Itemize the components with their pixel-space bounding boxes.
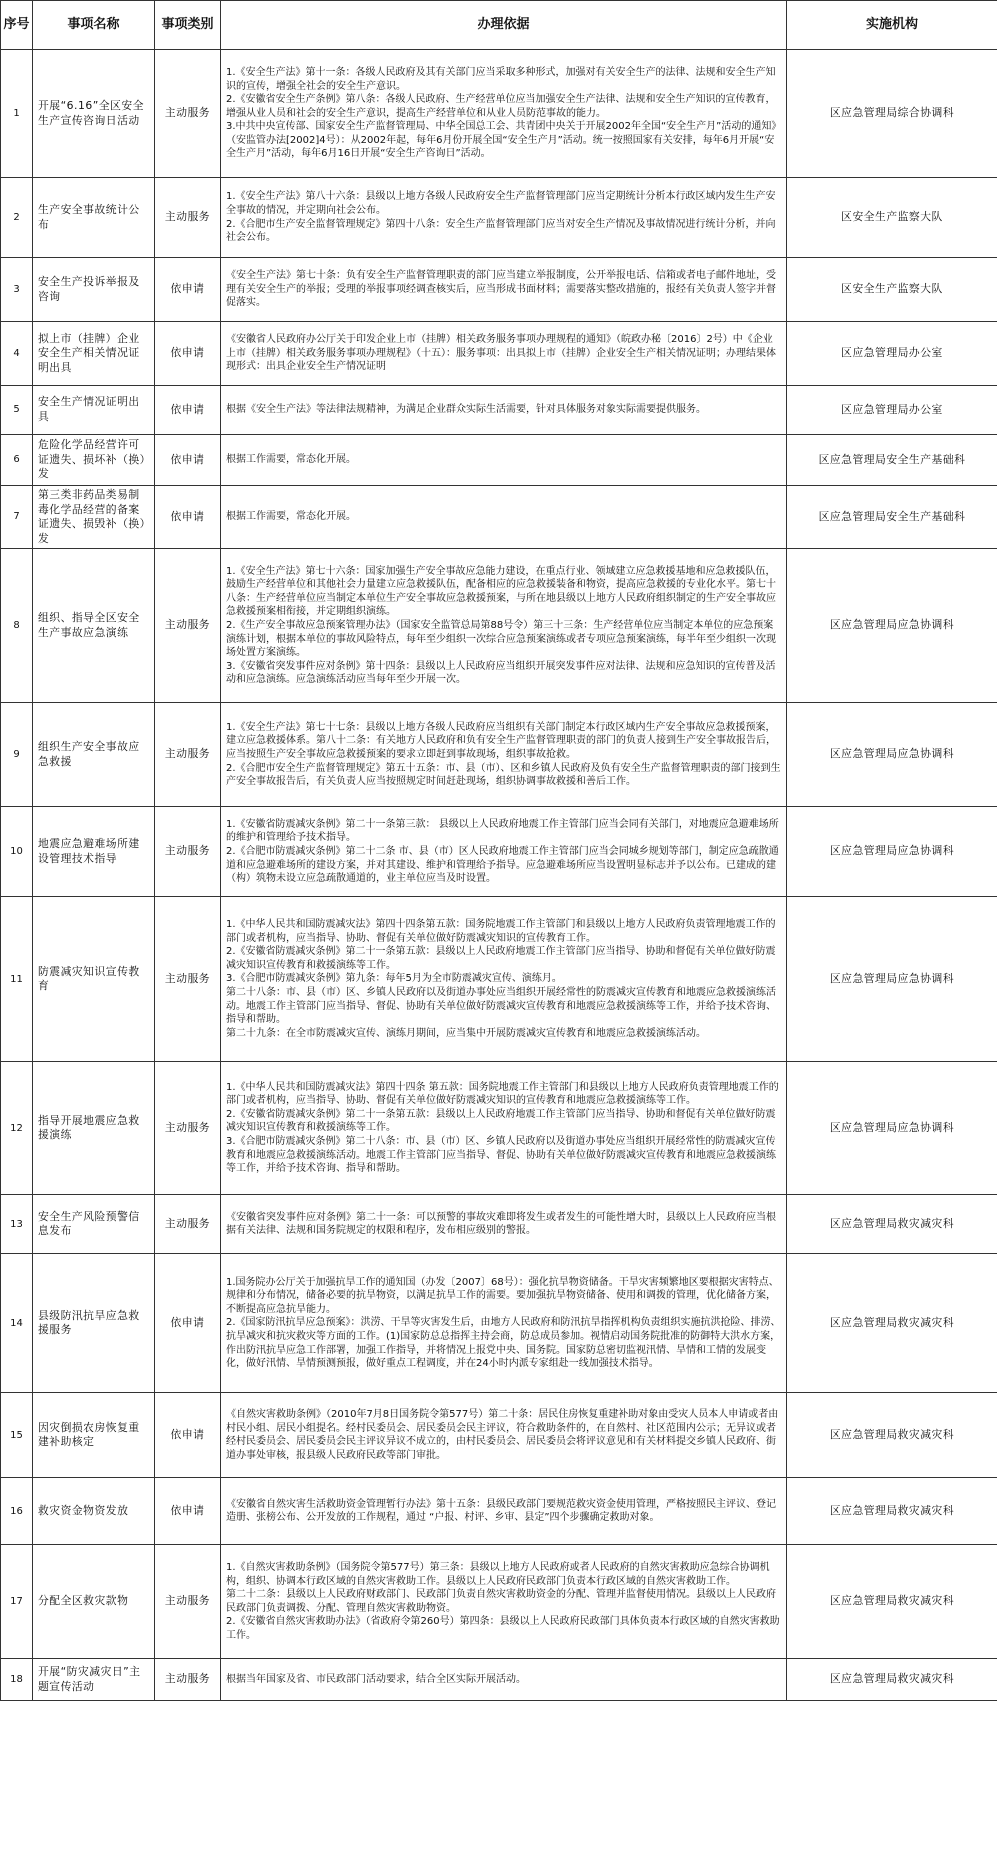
legal-basis — [221, 435, 787, 486]
legal-basis-paragraph: 2.《安徽省防震减灾条例》第二十一条第五款：县级以上人民政府地震工作主管部门应当指导、协助和督促有关单位做好防震减灾知识宣传教育和救援演练等工作。 — [226, 946, 776, 971]
table-row — [1, 703, 997, 807]
legal-basis — [221, 1062, 787, 1195]
item-name: 安全生产情况证明出具 — [33, 386, 155, 435]
header-name: 事项名称 — [33, 1, 155, 50]
legal-basis — [221, 50, 787, 178]
legal-basis-paragraph: 第二十二条：县级以上人民政府财政部门、民政部门负责自然灾害救助资金的分配、管理并监督使用情况。县级以上人民政府民政部门负责调拨、分配、管理自然灾害救助物资。 — [226, 1589, 776, 1614]
table-row — [1, 807, 997, 897]
table-row — [1, 549, 997, 703]
implementing-agency: 区应急管理局应急协调科 — [787, 807, 997, 897]
legal-basis-paragraph: 《安徽省人民政府办公厅关于印发企业上市（挂牌）相关政务服务事项办理规程的通知》（皖政办秘〔2016〕2号）中《企业上市（挂牌）相关政务服务事项办理规程》（十五）：服务事项：出具拟上市（挂牌）企业安全生产相关情况证明；办理结果体现形式：出具企业安全生产情况证明 — [226, 334, 776, 373]
legal-basis-paragraph: 《安徽省突发事件应对条例》第二十一条：可以预警的事故灾难即将发生或者发生的可能性增大时，县级以上人民政府应当根据有关法律、法规和国务院规定的权限和程序，发布相应级别的警报。 — [226, 1211, 776, 1237]
item-type: 主动服务 — [155, 1062, 221, 1195]
item-type: 依申请 — [155, 435, 221, 486]
item-type: 依申请 — [155, 1478, 221, 1545]
implementing-agency: 区应急管理局救灾减灾科 — [787, 1545, 997, 1659]
table-row — [1, 1545, 997, 1659]
implementing-agency: 区安全生产监察大队 — [787, 258, 997, 322]
row-number: 3 — [1, 258, 33, 322]
legal-basis — [221, 703, 787, 807]
row-number: 4 — [1, 322, 33, 386]
legal-basis — [221, 1254, 787, 1393]
table-row — [1, 1062, 997, 1195]
legal-basis — [221, 322, 787, 386]
legal-basis — [221, 1545, 787, 1659]
legal-basis-paragraph: 3.《合肥市防震减灾条例》第九条：每年5月为全市防震减灾宣传、演练月。 — [226, 973, 562, 985]
item-type: 主动服务 — [155, 1659, 221, 1701]
legal-basis-paragraph: 根据《安全生产法》等法律法规精神，为满足企业群众实际生活需要，针对具体服务对象实际需要提供服务。 — [226, 404, 706, 416]
item-type: 依申请 — [155, 386, 221, 435]
table-row — [1, 50, 997, 178]
table-row — [1, 1478, 997, 1545]
item-name: 组织生产安全事故应急救援 — [33, 703, 155, 807]
legal-basis-paragraph: 根据工作需要，常态化开展。 — [226, 511, 356, 523]
item-type: 主动服务 — [155, 807, 221, 897]
implementing-agency: 区应急管理局救灾减灾科 — [787, 1478, 997, 1545]
item-name: 救灾资金物资发放 — [33, 1478, 155, 1545]
item-name: 第三类非药品类易制毒化学品经营的备案证遗失、损毁补（换）发 — [33, 486, 155, 549]
legal-basis — [221, 1659, 787, 1701]
legal-basis — [221, 897, 787, 1062]
legal-basis — [221, 1393, 787, 1478]
legal-basis-paragraph: 第二十八条：市、县（市）区、乡镇人民政府以及街道办事处应当组织开展经常性的防震减灾宣传教育和地震应急救援演练活动。地震工作主管部门应当指导、督促、协助有关单位做好防震减灾宣传教育和地震应急救援演练等工作，并给予技术咨询、指导和帮助。 — [226, 987, 776, 1026]
item-name: 地震应急避难场所建设管理技术指导 — [33, 807, 155, 897]
table-row — [1, 486, 997, 549]
implementing-agency: 区安全生产监察大队 — [787, 178, 997, 258]
item-name: 开展“防灾减灾日”主题宣传活动 — [33, 1659, 155, 1701]
row-number: 11 — [1, 897, 33, 1062]
implementing-agency: 区应急管理局救灾减灾科 — [787, 1254, 997, 1393]
row-number: 17 — [1, 1545, 33, 1659]
legal-basis-paragraph: 《自然灾害救助条例》（2010年7月8日国务院令第577号）第二十条：居民住房恢复重建补助对象由受灾人员本人申请或者由村民小组、居民小组提名。经村民委员会、居民委员会民主评议，符合救助条件的，在自然村、社区范围内公示；无异议或者经村民委员会、居民委员会民主评议异议不成立的，由村民委员会、居民委员会将评议意见和有关材料提交乡镇人民政府、街道办事处审核，报县级人民政府民政等部门审批。 — [226, 1409, 779, 1461]
implementing-agency: 区应急管理局办公室 — [787, 322, 997, 386]
item-type: 依申请 — [155, 486, 221, 549]
row-number: 1 — [1, 50, 33, 178]
item-name: 安全生产投诉举报及咨询 — [33, 258, 155, 322]
item-type: 主动服务 — [155, 50, 221, 178]
legal-basis — [221, 549, 787, 703]
implementing-agency: 区应急管理局应急协调科 — [787, 703, 997, 807]
legal-basis-paragraph: 2.《合肥市安全生产监督管理规定》第五十五条：市、县（市）、区和乡镇人民政府及负有安全生产监督管理职责的部门接到生产安全事故报告后，有关负责人应当按照规定时间赶赴现场，组织协调事故救援和善后工作。 — [226, 762, 781, 788]
row-number: 14 — [1, 1254, 33, 1393]
legal-basis-paragraph: 1.《安全生产法》第七十七条：县级以上地方各级人民政府应当组织有关部门制定本行政区域内生产安全事故应急救援预案，建立应急救援体系。第八十二条：有关地方人民政府和负有安全生产监督管理职责的部门的负责人接到生产安全事故报告后，应当按照生产安全事故应急救援预案的要求立即赶到事故现场，组织事故抢救。 — [226, 721, 776, 760]
table-header-row — [1, 1, 997, 50]
item-type: 主动服务 — [155, 1545, 221, 1659]
legal-basis-paragraph: 2.《安徽省自然灾害救助办法》（省政府令第260号）第四条：县级以上人民政府民政部门具体负责本行政区域的自然灾害救助工作。 — [226, 1616, 780, 1641]
item-type: 依申请 — [155, 1254, 221, 1393]
legal-basis-paragraph: 《安全生产法》第七十条：负有安全生产监督管理职责的部门应当建立举报制度，公开举报电话、信箱或者电子邮件地址，受理有关安全生产的举报；受理的举报事项经调查核实后，应当形成书面材料；需要落实整改措施的，报经有关负责人签字并督促落实。 — [226, 270, 776, 309]
table-row — [1, 1195, 997, 1254]
implementing-agency: 区应急管理局救灾减灾科 — [787, 1195, 997, 1254]
row-number: 2 — [1, 178, 33, 258]
legal-basis — [221, 178, 787, 258]
table-row — [1, 1254, 997, 1393]
table-body — [1, 50, 997, 1701]
legal-basis-paragraph: 2.《国家防汛抗旱应急预案》：洪涝、干旱等灾害发生后，由地方人民政府和防汛抗旱指挥机构负责组织实施抗洪抢险、排涝、抗旱减灾和抗灾救灾等方面的工作。(1)国家防总总指挥主持会商，防总成员参加。视情启动国务院批准的防御特大洪水方案，作出防汛抗旱应急工作部署，加强工作指导，并将情况上报党中央、国务院。国家防总密切监视汛情、旱情和工情的发展变化，做好汛情、旱情预测预报，做好重点工程调度，并在24小时内派专家组赴一线加强技术指导。 — [226, 1317, 781, 1370]
item-name: 分配全区救灾款物 — [33, 1545, 155, 1659]
implementing-agency: 区应急管理局安全生产基础科 — [787, 486, 997, 549]
legal-basis-paragraph: 2.《合肥市防震减灾条例》第二十二条 市、县（市）区人民政府地震工作主管部门应当会同城乡规划等部门，制定应急疏散通道和应急避难场所的建设方案，并对其建设、维护和管理给予指导。应急避难场所应当设置明显标志并予以公布。已建成的建（构）筑物未设立应急疏散通道的，业主单位应当及时设置。 — [226, 845, 779, 885]
header-basis: 办理依据 — [221, 1, 787, 50]
implementing-agency: 区应急管理局应急协调科 — [787, 1062, 997, 1195]
legal-basis-paragraph: 2.《安徽省安全生产条例》第八条：各级人民政府、生产经营单位应当加强安全生产法律、法规和安全生产知识的宣传教育，增强从业人员和社会的安全生产意识，提高生产经营单位和从业人员防范事故的能力。 — [226, 94, 776, 119]
item-type: 依申请 — [155, 258, 221, 322]
legal-basis-paragraph: 根据工作需要，常态化开展。 — [226, 454, 356, 466]
row-number: 7 — [1, 486, 33, 549]
legal-basis-paragraph: 3.《合肥市防震减灾条例》第二十八条：市、县（市）区、乡镇人民政府以及街道办事处应当组织开展经常性的防震减灾宣传教育和地震应急救援演练活动。地震工作主管部门应当指导、督促、协助有关单位做好防震减灾宣传教育和地震应急救援演练等工作，并给予技术咨询、指导和帮助。 — [226, 1136, 776, 1175]
legal-basis-paragraph: 1.《安徽省防震减灾条例》第二十一条第三款： 县级以上人民政府地震工作主管部门应当会同有关部门，对地震应急避难场所的维护和管理给予技术指导。 — [226, 818, 779, 844]
item-name: 县级防汛抗旱应急救援服务 — [33, 1254, 155, 1393]
item-type: 主动服务 — [155, 549, 221, 703]
legal-basis-paragraph: 3.中共中央宣传部、国家安全生产监督管理局、中华全国总工会、共青团中央关于开展2002年全国“安全生产月”活动的通知》（安监管办法[2002]4号）：从2002年起，每年6月份开展全国“安全生产月”活动。统一按照国家有关安排，每年6月开展“安全生产月”活动，每年6月16日开展“安全生产咨询日”活动。 — [226, 121, 777, 160]
item-name: 因灾倒损农房恢复重建补助核定 — [33, 1393, 155, 1478]
item-type: 主动服务 — [155, 1195, 221, 1254]
header-no: 序号 — [1, 1, 33, 50]
legal-basis-paragraph: 1.《安全生产法》第十一条：各级人民政府及其有关部门应当采取多种形式，加强对有关安全生产的法律、法规和安全生产知识的宣传，增强全社会的安全生产意识。 — [226, 66, 776, 92]
table-row — [1, 258, 997, 322]
legal-basis-paragraph: 2.《安徽省防震减灾条例》第二十一条第五款：县级以上人民政府地震工作主管部门应当指导、协助和督促有关单位做好防震减灾知识宣传教育和救援演练等工作。 — [226, 1108, 776, 1134]
item-type: 主动服务 — [155, 897, 221, 1062]
legal-basis-paragraph: 2.《合肥市生产安全监督管理规定》第四十八条：安全生产监督管理部门应当对安全生产情况及事故情况进行统计分析，并向社会公布。 — [226, 218, 776, 244]
header-type: 事项类别 — [155, 1, 221, 50]
legal-basis — [221, 1478, 787, 1545]
implementing-agency: 区应急管理局办公室 — [787, 386, 997, 435]
row-number: 6 — [1, 435, 33, 486]
table-row — [1, 435, 997, 486]
item-name: 生产安全事故统计公布 — [33, 178, 155, 258]
legal-basis-paragraph: 2.《生产安全事故应急预案管理办法》（国家安全监管总局第88号令）第三十三条：生产经营单位应当制定本单位的应急预案演练计划，根据本单位的事故风险特点，每年至少组织一次综合应急预案演练或者专项应急预案演练，每半年至少组织一次现场处置方案演练。 — [226, 619, 776, 659]
legal-basis-paragraph: 1.《自然灾害救助条例》（国务院令第577号）第三条：县级以上地方人民政府或者人民政府的自然灾害救助应急综合协调机构，组织、协调本行政区域的自然灾害救助工作。县级以上人民政府民政部门负责本行政区域的自然灾害救助工作。 — [226, 1561, 770, 1587]
row-number: 5 — [1, 386, 33, 435]
legal-basis-paragraph: 1.《安全生产法》第八十六条：县级以上地方各级人民政府安全生产监督管理部门应当定期统计分析本行政区域内发生生产安全事故的情况，并定期向社会公布。 — [226, 191, 776, 216]
row-number: 15 — [1, 1393, 33, 1478]
legal-basis-paragraph: 根据当年国家及省、市民政部门活动要求，结合全区实际开展活动。 — [226, 1673, 526, 1685]
legal-basis — [221, 486, 787, 549]
table-row — [1, 1659, 997, 1701]
implementing-agency: 区应急管理局安全生产基础科 — [787, 435, 997, 486]
item-name: 组织、指导全区安全生产事故应急演练 — [33, 549, 155, 703]
row-number: 10 — [1, 807, 33, 897]
item-name: 危险化学品经营许可证遗失、损坏补（换）发 — [33, 435, 155, 486]
table-row — [1, 322, 997, 386]
legal-basis-paragraph: 1.《中华人民共和国防震减灾法》第四十四条 第五款：国务院地震工作主管部门和县级以上地方人民政府负责管理地震工作的部门或者机构，应当指导、协助、督促有关单位做好防震减灾知识的宣传教育和地震应急救援演练等工作。 — [226, 1081, 779, 1107]
row-number: 12 — [1, 1062, 33, 1195]
item-name: 开展“6.16”全区安全生产宣传咨询日活动 — [33, 50, 155, 178]
row-number: 16 — [1, 1478, 33, 1545]
table-row — [1, 178, 997, 258]
item-name: 防震减灾知识宣传教育 — [33, 897, 155, 1062]
implementing-agency: 区应急管理局救灾减灾科 — [787, 1393, 997, 1478]
implementing-agency: 区应急管理局救灾减灾科 — [787, 1659, 997, 1701]
row-number: 8 — [1, 549, 33, 703]
implementing-agency: 区应急管理局应急协调科 — [787, 549, 997, 703]
table-row — [1, 1393, 997, 1478]
item-type: 依申请 — [155, 322, 221, 386]
legal-basis-paragraph: 1.《安全生产法》第七十六条：国家加强生产安全事故应急能力建设，在重点行业、领域建立应急救援基地和应急救援队伍，鼓励生产经营单位和其他社会力量建立应急救援队伍，配备相应的应急救援装备和物资，提高应急救援的专业化水平。第七十八条：生产经营单位应当制定本单位生产安全事故应急救援预案，与所在地县级以上地方人民政府组织制定的生产安全事故应急救援预案相衔接，并定期组织演练。 — [226, 565, 776, 618]
header-org: 实施机构 — [787, 1, 997, 50]
row-number: 9 — [1, 703, 33, 807]
legal-basis — [221, 258, 787, 322]
implementing-agency: 区应急管理局应急协调科 — [787, 897, 997, 1062]
row-number: 13 — [1, 1195, 33, 1254]
implementing-agency: 区应急管理局综合协调科 — [787, 50, 997, 178]
item-name: 安全生产风险预警信息发布 — [33, 1195, 155, 1254]
legal-basis-paragraph: 《安徽省自然灾害生活救助资金管理暂行办法》第十五条：县级民政部门要规范救灾资金使用管理，严格按照民主评议、登记造册、张榜公布、公开发放的工作规程，通过 “户报、村评、乡审、县定”四个步骤确定救助对象。 — [226, 1498, 776, 1524]
item-type: 主动服务 — [155, 703, 221, 807]
legal-basis-paragraph: 1.《中华人民共和国防震减灾法》第四十四条第五款：国务院地震工作主管部门和县级以上地方人民政府负责管理地震工作的部门或者机构，应当指导、协助、督促有关单位做好防震减灾知识的宣传教育工作。 — [226, 919, 776, 944]
item-name: 指导开展地震应急救援演练 — [33, 1062, 155, 1195]
row-number: 18 — [1, 1659, 33, 1701]
legal-basis-paragraph: 3.《安徽省突发事件应对条例》第十四条：县级以上人民政府应当组织开展突发事件应对法律、法规和应急知识的宣传普及活动和应急演练。应急演练活动应当每年至少开展一次。 — [226, 660, 776, 686]
item-type: 主动服务 — [155, 178, 221, 258]
legal-basis — [221, 386, 787, 435]
table-row — [1, 897, 997, 1062]
legal-basis-paragraph: 1.国务院办公厅关于加强抗旱工作的通知国（办发〔2007〕68号）：强化抗旱物资储备。干旱灾害频繁地区要根据灾害特点、规律和分布情况，储备必要的抗旱物资，以满足抗旱工作的需要。要加强抗旱物资储备、使用和调拨的管理，优化储备方案，不断提高应急抗旱能力。 — [226, 1276, 779, 1315]
item-type: 依申请 — [155, 1393, 221, 1478]
legal-basis-paragraph: 第二十九条：在全市防震减灾宣传、演练月期间，应当集中开展防震减灾宣传教育和地震应急救援演练活动。 — [226, 1027, 706, 1039]
legal-basis — [221, 807, 787, 897]
legal-basis — [221, 1195, 787, 1254]
item-name: 拟上市（挂牌）企业安全生产相关情况证明出具 — [33, 322, 155, 386]
table-row — [1, 386, 997, 435]
